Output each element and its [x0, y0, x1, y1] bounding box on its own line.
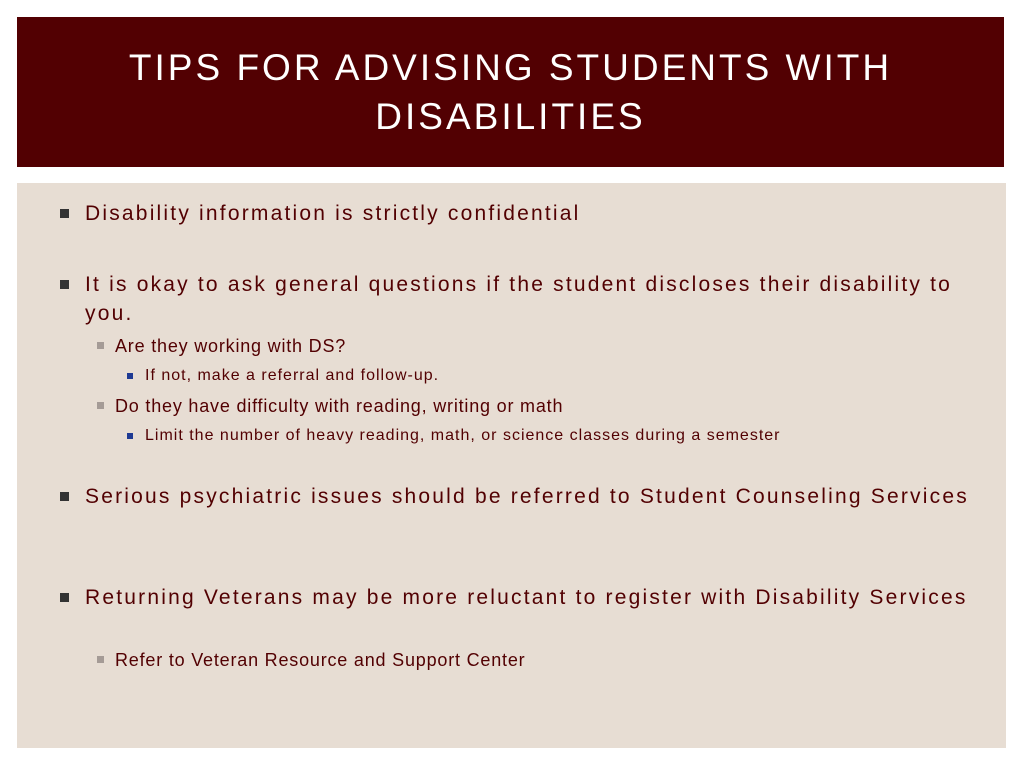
- slide-title: TIPS FOR ADVISING STUDENTS WITH DISABILITIES: [128, 47, 893, 137]
- bullet-item: [57, 482, 1005, 511]
- bullet-text: It is okay to ask general questions if the student discloses their disability to you.: [85, 273, 953, 325]
- content-panel: [17, 183, 1006, 748]
- title-banner: [17, 17, 1004, 167]
- bullet-text: Serious psychiatric issues should be referred to Student Counseling Services: [85, 485, 969, 508]
- square-bullet-icon: [60, 593, 69, 602]
- sub-sub-bullet-item: [127, 364, 1024, 388]
- bullet-text: Returning Veterans may be more reluctant to register with Disability Services: [85, 586, 968, 609]
- sub-sub-bullet-text: Limit the number of heavy reading, math, or science classes during a semester: [145, 427, 781, 444]
- sub-bullet-text: Are they working with DS?: [115, 336, 347, 356]
- square-bullet-icon: [60, 280, 69, 289]
- sub-bullet-item: [97, 393, 995, 419]
- sub-bullet-text: Refer to Veteran Resource and Support Center: [115, 650, 526, 670]
- square-bullet-icon: [127, 433, 133, 439]
- sub-bullet-item: [97, 647, 995, 673]
- square-bullet-icon: [60, 492, 69, 501]
- square-bullet-icon: [97, 402, 104, 409]
- square-bullet-icon: [60, 209, 69, 218]
- bullet-item: [57, 199, 1005, 228]
- sub-sub-bullet-text: If not, make a referral and follow-up.: [145, 367, 440, 384]
- sub-bullet-text: Do they have difficulty with reading, writing or math: [115, 396, 564, 416]
- bullet-item: [57, 270, 1005, 328]
- bullet-item: [57, 583, 1005, 612]
- sub-bullet-item: [97, 333, 995, 359]
- square-bullet-icon: [97, 342, 104, 349]
- square-bullet-icon: [127, 373, 133, 379]
- sub-sub-bullet-item: [127, 424, 1024, 448]
- bullet-text: Disability information is strictly confidential: [85, 202, 581, 225]
- square-bullet-icon: [97, 656, 104, 663]
